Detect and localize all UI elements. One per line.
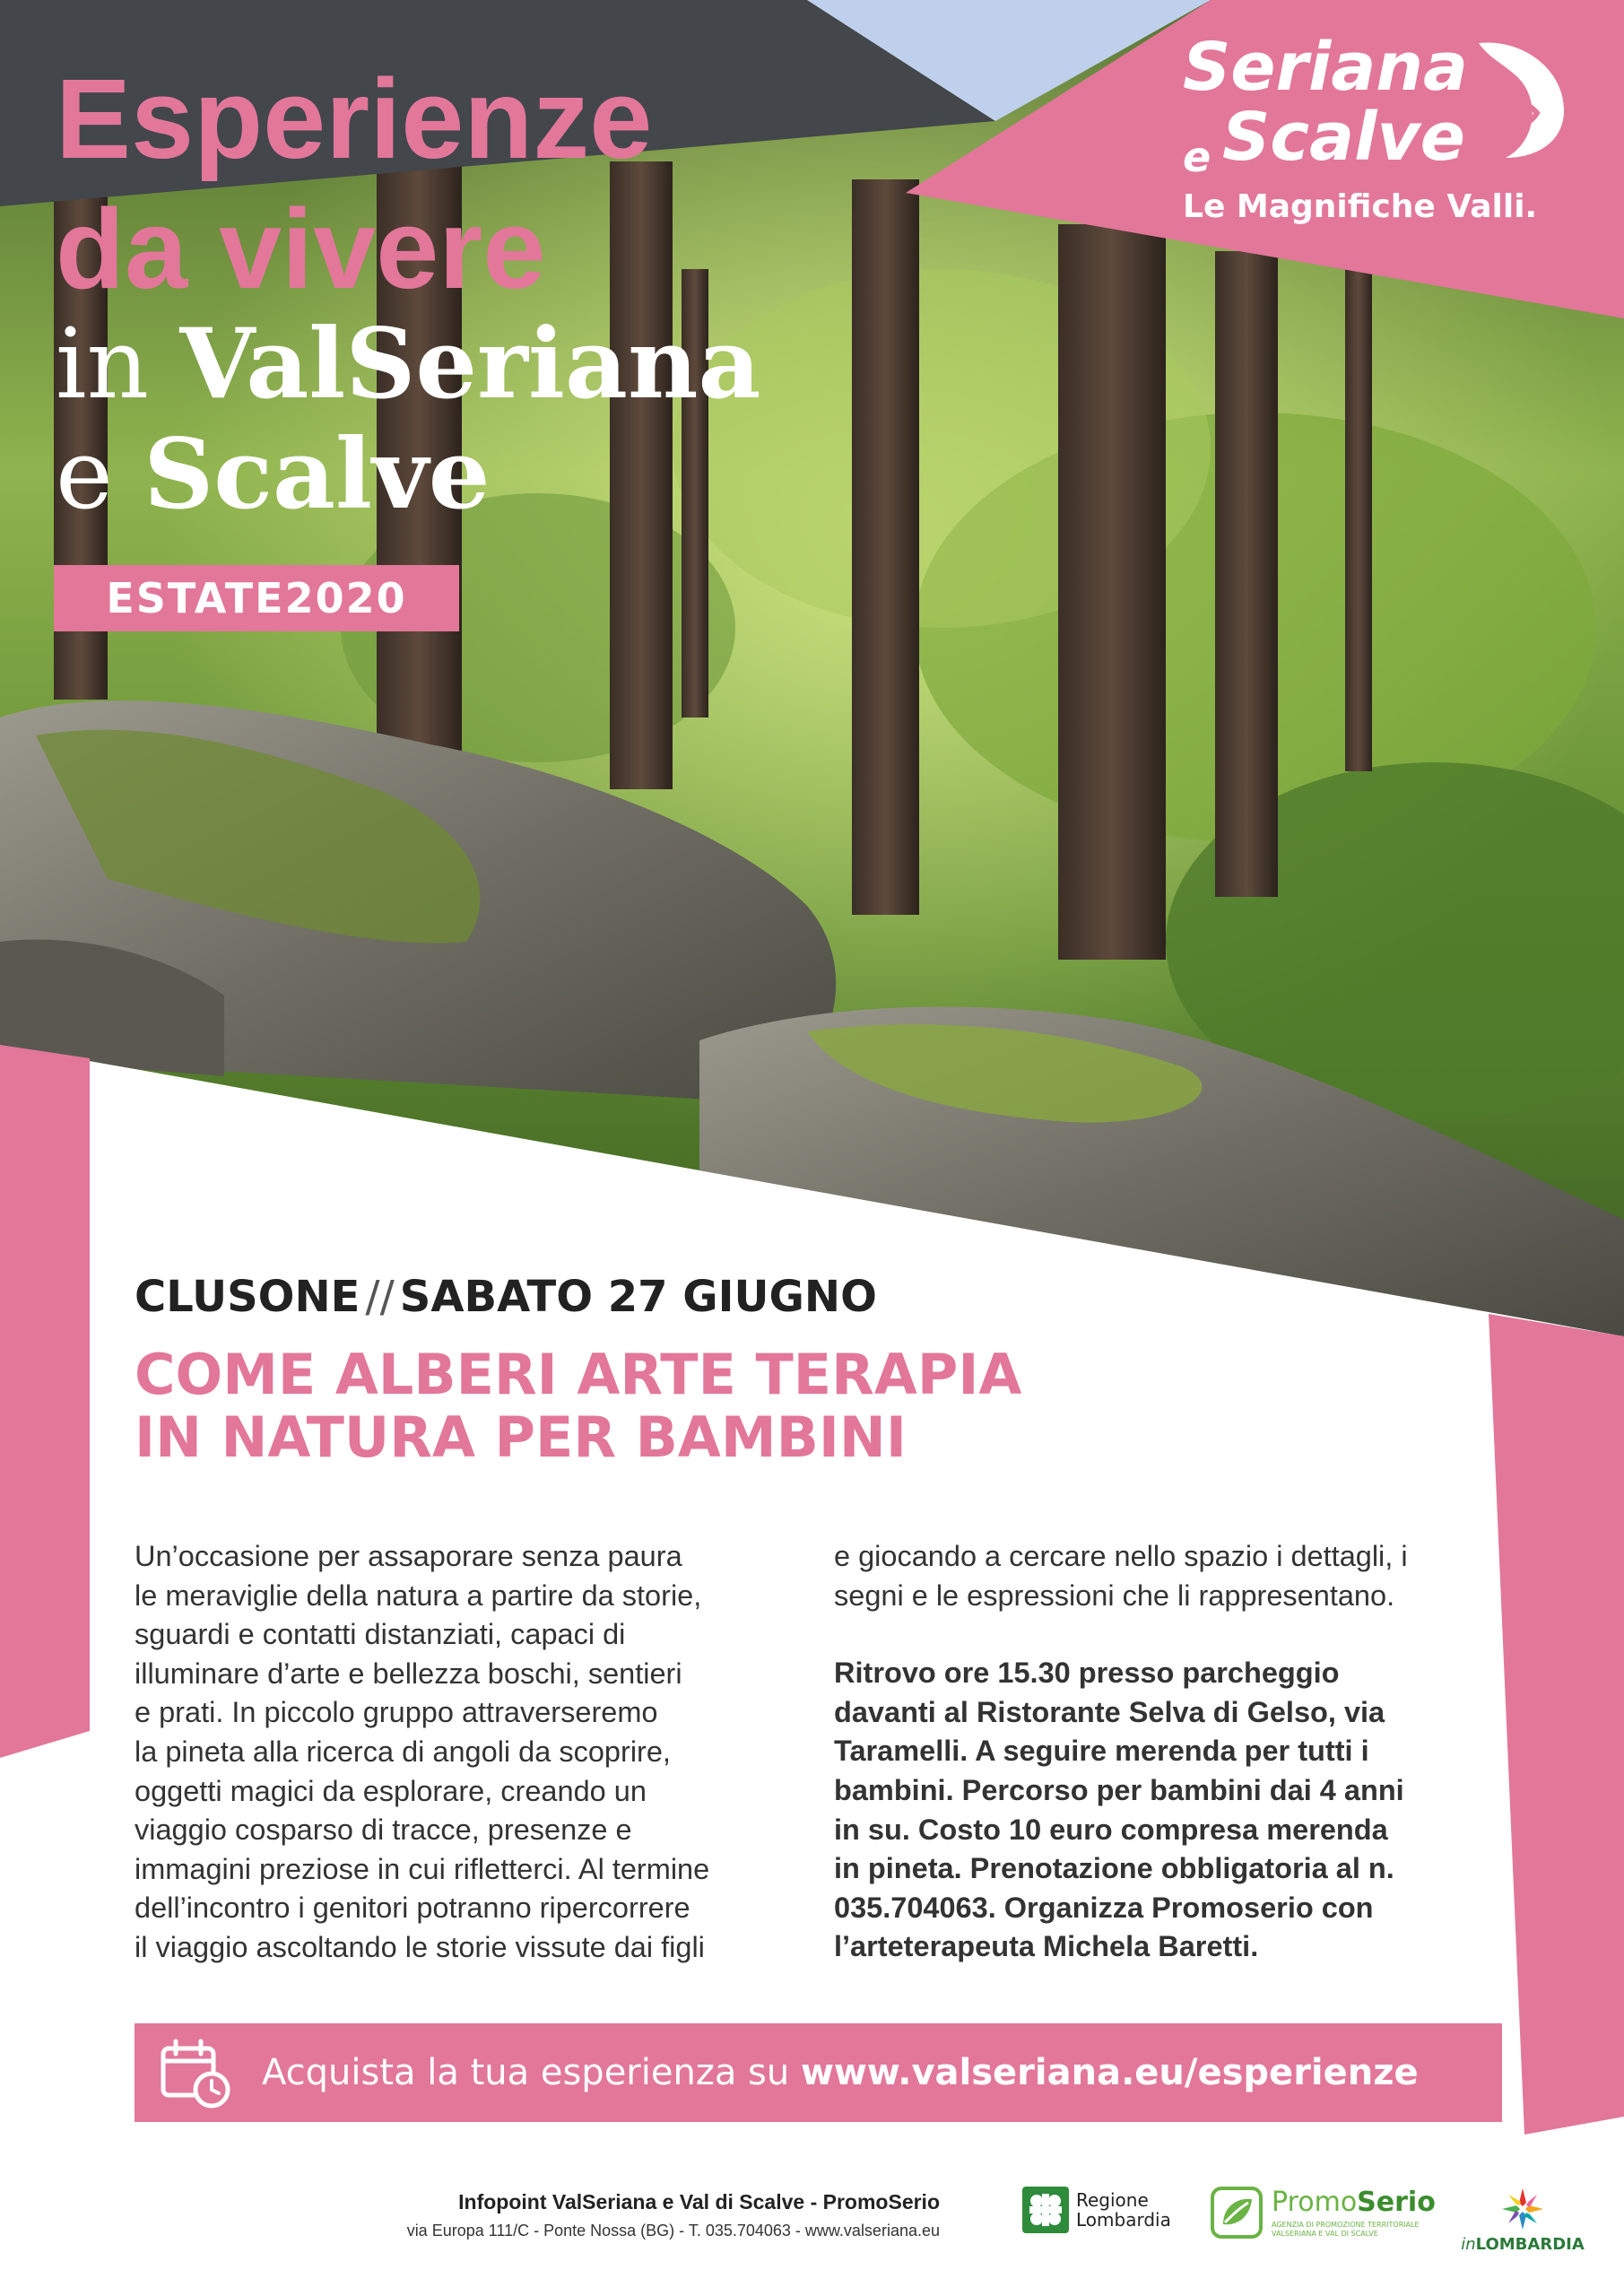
- inlombardia-a: in: [1461, 2235, 1476, 2254]
- promoserio-b: Serio: [1357, 2187, 1436, 2218]
- detail-line: Ritrovo ore 15.30 presso parcheggio: [834, 1657, 1340, 1690]
- body-line: il viaggio ascoltando le storie vissute dai figli: [135, 1930, 705, 1963]
- footer-contact: [269, 2190, 940, 2240]
- event-location-date: [135, 1272, 877, 1322]
- promoserio-sub-2: VALSERIANA E VAL DI SCALVE: [1272, 2230, 1378, 2238]
- purchase-banner[interactable]: [135, 2023, 1502, 2122]
- body-line: e giocando a cercare nello spazio i dettagli, i: [834, 1540, 1408, 1572]
- season-badge: [54, 565, 459, 631]
- body-line: sguardi e contatti distanziati, capaci di: [135, 1618, 626, 1651]
- event-location: CLUSONE: [135, 1272, 360, 1322]
- regione-lombardia-logo: [1022, 2187, 1171, 2238]
- description-left-column: [135, 1537, 798, 1968]
- inlombardia-star-icon: [1500, 2187, 1545, 2231]
- promoserio-logo: [1211, 2187, 1436, 2243]
- promoserio-leaf-icon: [1211, 2187, 1263, 2239]
- event-details: [834, 1654, 1480, 1967]
- headline-line-4-light: e: [56, 419, 144, 531]
- body-line: e prati. In piccolo gruppo attraverseremo: [135, 1696, 658, 1729]
- promoserio-sub-1: AGENZIA DI PROMOZIONE TERRITORIALE: [1272, 2221, 1420, 2229]
- detail-line: davanti al Ristorante Selva di Gelso, via: [834, 1695, 1385, 1728]
- brand-tagline: Le Magnifiche Valli.: [1183, 188, 1538, 225]
- footer-infopoint: Infopoint ValSeriana e Val di Scalve - PromoSerio: [458, 2190, 940, 2213]
- detail-line: in pineta. Prenotazione obbligatoria al n.: [834, 1852, 1394, 1885]
- season-word: ESTATE: [106, 574, 285, 622]
- body-line: dell’incontro i genitori potranno ripercorrere: [135, 1892, 690, 1925]
- body-line: segni e le espressioni che li rappresentano.: [834, 1578, 1395, 1612]
- calendar-clock-icon: [160, 2038, 233, 2109]
- body-line: illuminare d’arte e bellezza boschi, sentieri: [135, 1657, 682, 1690]
- season-year: 2020: [284, 574, 407, 622]
- event-separator: //: [365, 1272, 395, 1322]
- lombardia-line-2: Lombardia: [1076, 2209, 1171, 2231]
- body-line: oggetti magici da esplorare, creando un: [135, 1774, 647, 1807]
- event-title-line-1: COME ALBERI ARTE TERAPIA: [135, 1342, 1022, 1407]
- description-right-column: [834, 1537, 1480, 1967]
- body-line: Un’occasione per assaporare senza paura: [135, 1540, 682, 1572]
- fox-moon-icon: [1452, 34, 1577, 160]
- headline-line-2: da vivere: [56, 186, 546, 312]
- detail-line: in su. Costo 10 euro compresa merenda: [834, 1813, 1388, 1846]
- lombardia-cross-icon: [1022, 2187, 1069, 2233]
- detail-line: bambini. Percorso per bambini dai 4 anni: [834, 1773, 1404, 1806]
- headline-line-4-bold: Scalve: [143, 418, 491, 531]
- cta-link[interactable]: www.valseriana.eu/esperienze: [800, 2052, 1419, 2093]
- body-line: la pineta alla ricerca di angoli da scoprire,: [135, 1735, 671, 1768]
- headline-line-3: [56, 308, 761, 421]
- event-title-line-2: IN NATURA PER BAMBINI: [135, 1405, 907, 1470]
- headline-line-1: Esperienze: [56, 56, 653, 182]
- body-line: viaggio cosparso di tracce, presenze e: [135, 1813, 632, 1847]
- headline-line-4: [56, 418, 491, 531]
- lombardia-line-1: Regione: [1076, 2189, 1149, 2211]
- body-line: immagini preziose in cui rifletterci. Al termine: [135, 1852, 710, 1885]
- event-title: [135, 1344, 1300, 1469]
- brand-name-line-2: Scalve: [1222, 99, 1465, 176]
- headline-line-3-light: in: [56, 309, 180, 421]
- promoserio-a: Promo: [1272, 2187, 1358, 2218]
- body-line: le meraviglie della natura a partire da storie,: [135, 1578, 702, 1612]
- event-date: SABATO 27 GIUGNO: [399, 1272, 877, 1322]
- brand-name-line-1: Seriana: [1183, 29, 1468, 106]
- detail-line: 035.704063. Organizza Promoserio con: [834, 1891, 1374, 1924]
- cta-text: Acquista la tua esperienza su: [262, 2052, 801, 2093]
- brand-connector: e: [1183, 133, 1211, 181]
- footer-address: via Europa 111/C - Ponte Nossa (BG) - T. 035.704063 - www.valseriana.eu: [406, 2222, 940, 2239]
- detail-line: Taramelli. A seguire merenda per tutti i: [834, 1735, 1369, 1768]
- detail-line: l’arteterapeuta Michela Baretti.: [834, 1930, 1259, 1963]
- headline-line-3-bold: ValSeriana: [179, 308, 761, 421]
- inlombardia-b: LOMBARDIA: [1475, 2235, 1585, 2254]
